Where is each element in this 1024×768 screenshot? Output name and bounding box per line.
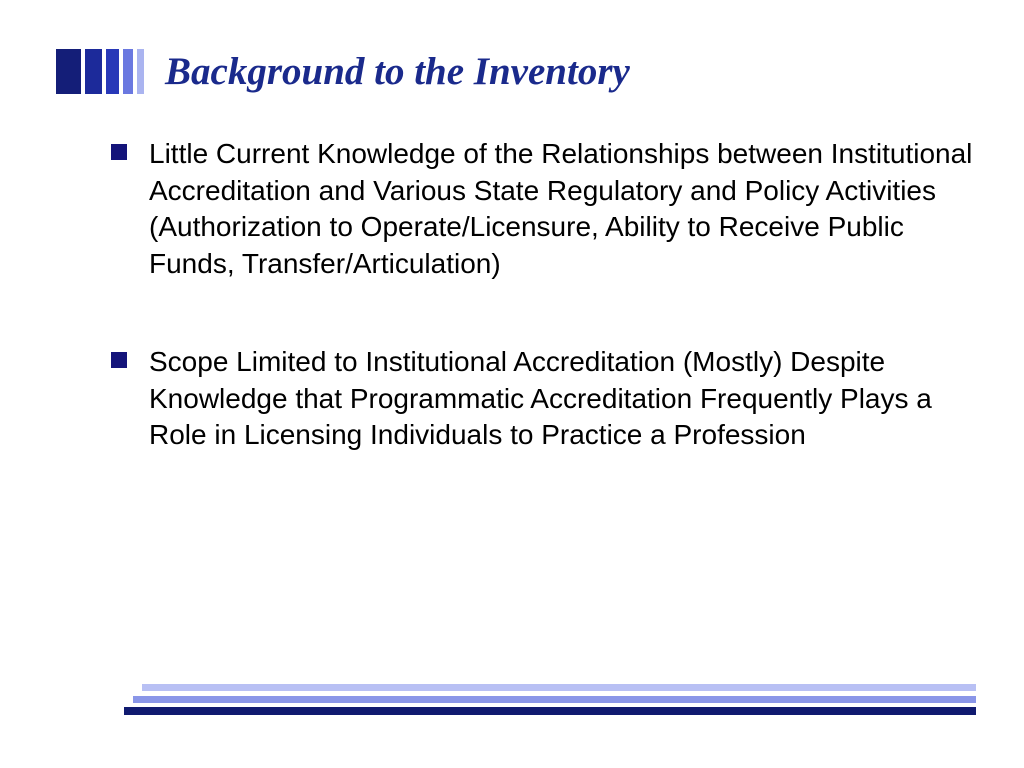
bullet-text: Little Current Knowledge of the Relationships between Institutional Accreditation and Various State Regulatory and Policy Activities (Authorization to Operate/Licensure, Ability to Receive Public Funds, Transfer/Articulation) — [149, 138, 973, 279]
logo-bar-mid — [106, 49, 119, 94]
title-logo-bars — [56, 49, 148, 94]
logo-bar-light — [123, 49, 133, 94]
bullet-list — [108, 136, 998, 454]
slide-title: Background to the Inventory — [165, 50, 630, 93]
square-bullet-icon — [111, 144, 127, 160]
footer-line-dark — [124, 707, 976, 715]
footer-line-mid — [133, 696, 976, 703]
footer-line-pale — [142, 684, 976, 691]
logo-bar-dark — [56, 49, 81, 94]
square-bullet-icon — [111, 352, 127, 368]
logo-bar-dark-2 — [85, 49, 102, 94]
logo-bar-pale — [137, 49, 144, 94]
bullet-item — [108, 136, 998, 282]
bullet-item — [108, 344, 998, 454]
bullet-text: Scope Limited to Institutional Accreditation (Mostly) Despite Knowledge that Programmatic Accreditation Frequently Plays a Role in Licensing Individuals to Practice a Profession — [149, 346, 932, 450]
